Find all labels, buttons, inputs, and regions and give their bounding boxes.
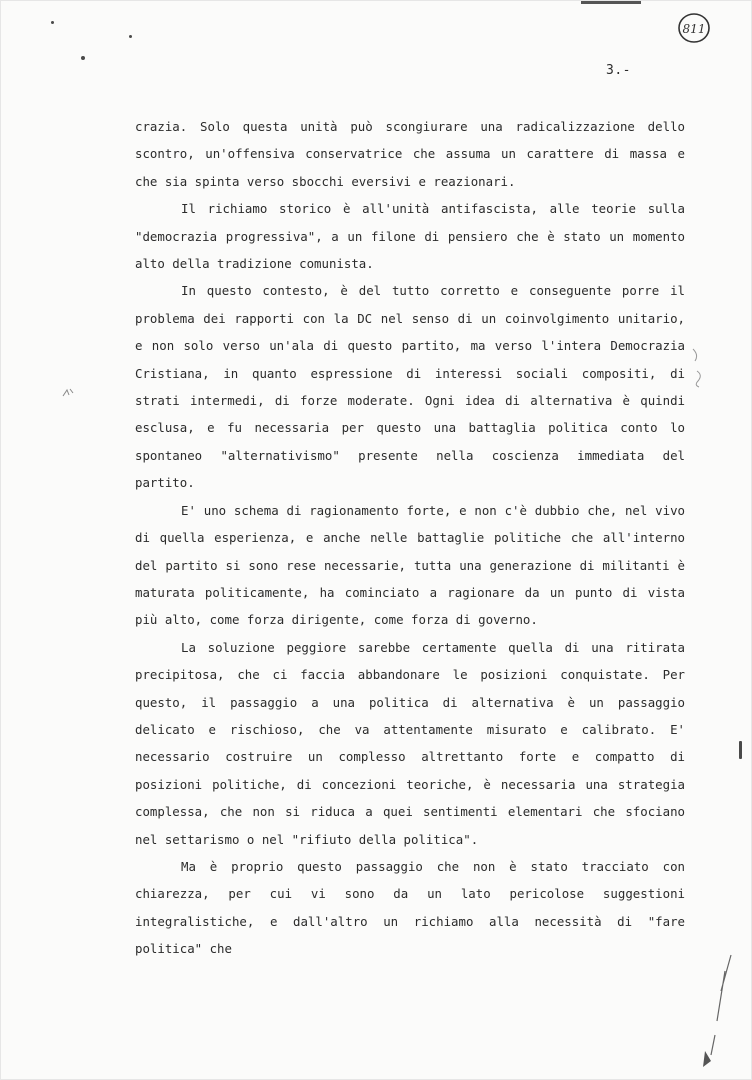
paragraph-1: crazia. Solo questa unità può scongiurare una radicalizzazione dello scontro, un'offensiva conservatrice che assuma un carattere di massa e che sia spinta verso sbocchi eversivi e reazionari. xyxy=(135,119,685,189)
scan-edge-mark xyxy=(581,1,641,4)
paragraph-6: Ma è proprio questo passaggio che non è stato tracciato con chiarezza, per cui vi sono da un lato pericolose suggestioni integralistiche, e dall'altro un richiamo alla necessità di "fare politica" che xyxy=(135,858,685,957)
scan-speck xyxy=(129,35,132,38)
scan-speck xyxy=(739,741,742,759)
paragraph-3: In questo contesto, è del tutto corretto e conseguente porre il problema dei rapporti con la DC nel senso di un coinvolgimento unitario, e non solo verso un'ala di questo partito, ma verso l'intera Democrazia Cristiana, in quanto espressione di interessi sociali compositi, di strati intermedi, di forze moderate. Ogni idea di alternativa è quindi esclusa, e fu necessaria per questo una battaglia politica conto lo spontaneo "alternativismo" presente nella coscienza immediata del partito. xyxy=(135,283,685,491)
margin-pencil-mark xyxy=(689,345,709,389)
page-number: 3.- xyxy=(606,63,631,78)
scan-speck xyxy=(81,56,85,60)
paragraph-2: Il richiamo storico è all'unità antifascista, alle teorie sulla "democrazia progressiva", a un filone di pensiero che è stato un momento alto della tradizione comunista. xyxy=(135,201,685,272)
margin-pencil-mark xyxy=(61,387,75,399)
margin-pencil-mark xyxy=(691,951,741,1071)
archive-stamp-number: 811 xyxy=(682,22,706,36)
scan-speck xyxy=(51,21,54,24)
paragraph-4: E' uno schema di ragionamento forte, e non c'è dubbio che, nel vivo di quella esperienza, e anche nelle battaglie politiche che all'interno del partito si sono rese necessarie, tutta una generazione di militanti è maturata politicamente, ha cominciato a ragionare da un punto di vista più alto, come forza dirigente, come forza di governo. xyxy=(135,502,685,628)
body-text xyxy=(135,113,685,963)
paragraph-5: La soluzione peggiore sarebbe certamente quella di una ritirata precipitosa, che ci faccia abbandonare le posizioni conquistate. Per questo, il passaggio a una politica di alternativa è un passaggio delicato e rischioso, che va attentamente misurato e calibrato. E' necessario costruire un complesso altrettanto forte e compatto di posizioni politiche, di concezioni teoriche, è necessaria una strategia complessa, che non si riduca a quei sentimenti elementari che sfociano nel settarismo o nel "rifiuto della politica". xyxy=(135,639,685,847)
archive-stamp-icon xyxy=(677,11,711,45)
